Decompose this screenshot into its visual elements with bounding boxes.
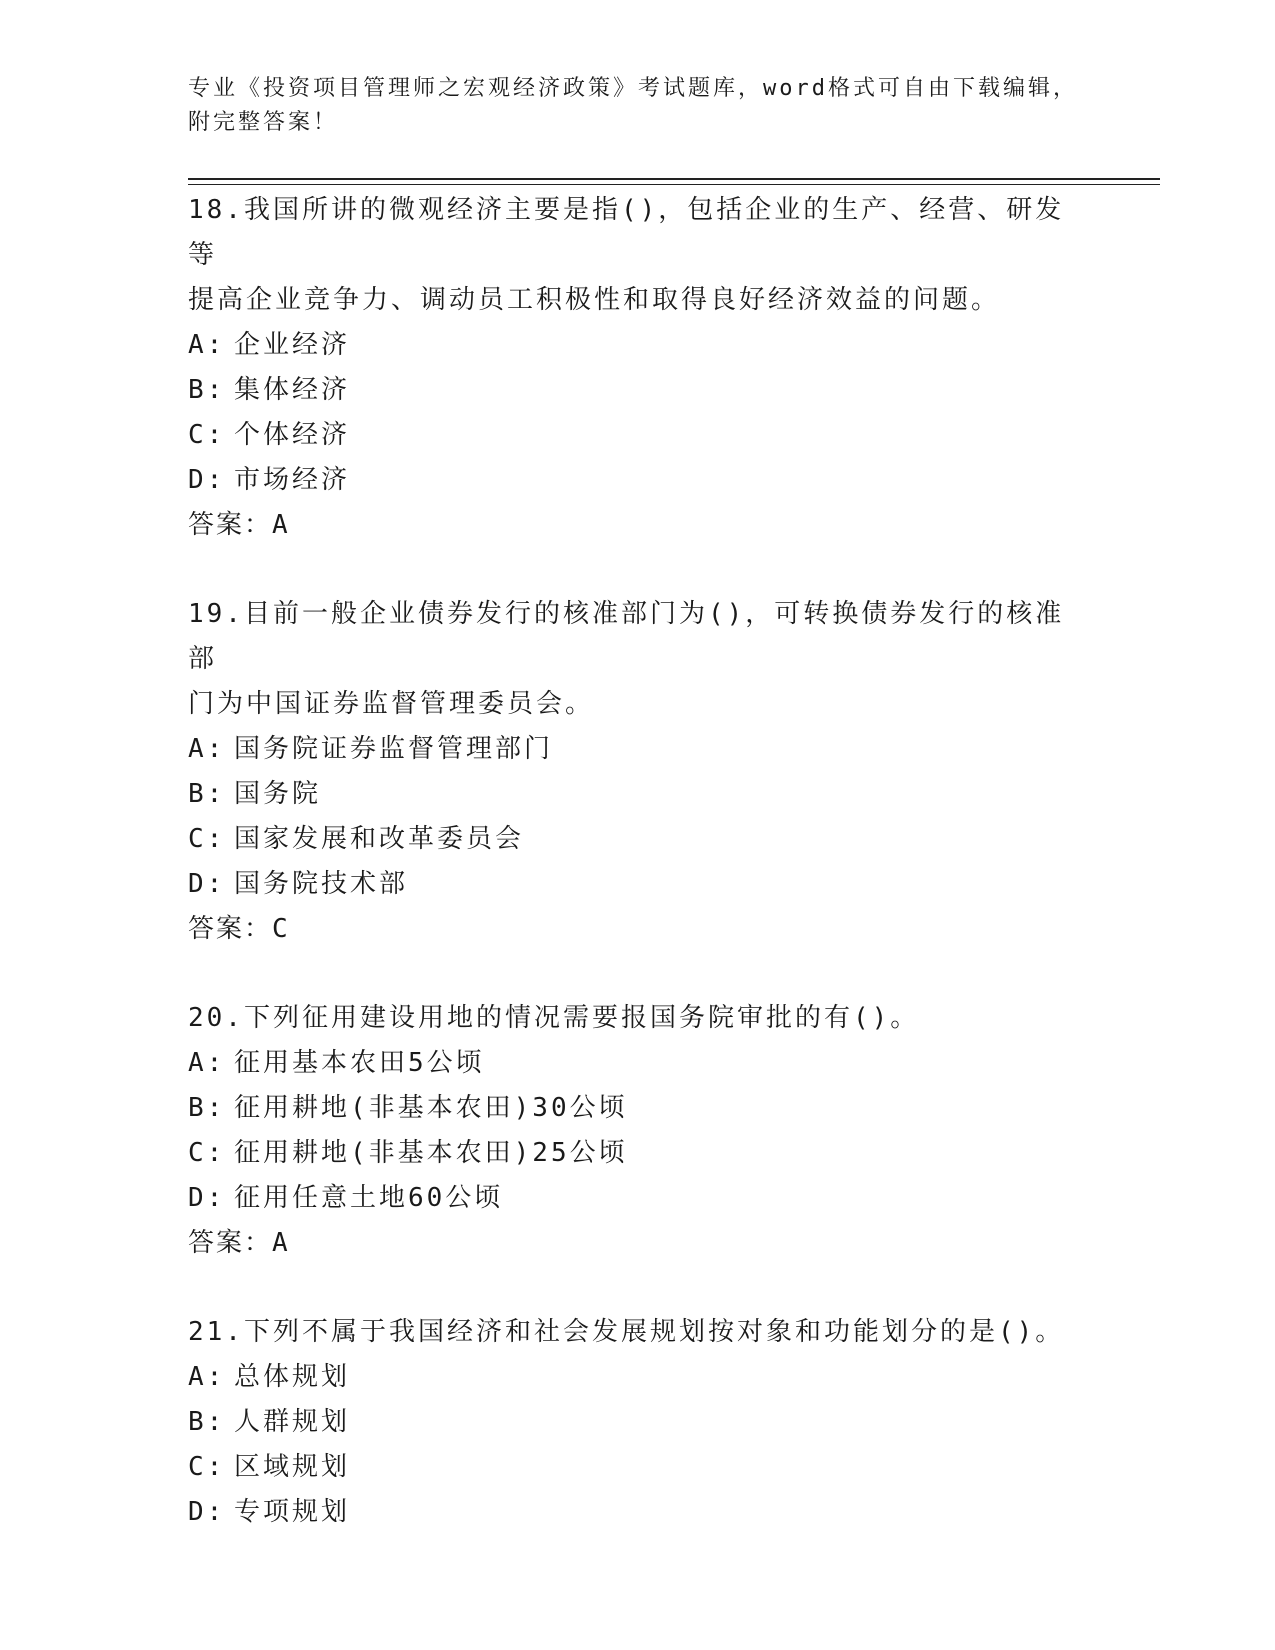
option-key: C: [188,1452,226,1482]
answer-line [188,503,1088,548]
answer-value: A [272,1228,288,1258]
option-c [188,1131,1088,1176]
option-c [188,817,1088,862]
option-key: C: [188,420,226,450]
option-key: B: [188,779,226,809]
answer-line [188,1221,1088,1266]
option-text: 个体经济 [234,420,351,450]
option-text: 征用任意土地60公顷 [234,1183,504,1213]
option-c [188,1445,1088,1490]
option-d [188,458,1088,503]
option-text: 征用耕地(非基本农田)25公顷 [234,1138,628,1168]
option-text: 征用耕地(非基本农田)30公顷 [234,1093,628,1123]
question-stem-line: 18.我国所讲的微观经济主要是指()，包括企业的生产、经营、研发等 [188,195,1065,270]
question-18 [188,188,1088,548]
option-text: 市场经济 [234,465,351,495]
option-a [188,727,1088,772]
option-key: D: [188,465,226,495]
question-19 [188,592,1088,952]
answer-label: 答案： [188,510,273,540]
option-text: 征用基本农田5公顷 [234,1048,485,1078]
option-b [188,772,1088,817]
option-b [188,1086,1088,1131]
option-text: 国务院证券监督管理部门 [234,734,554,764]
question-stem-line: 19.目前一般企业债券发行的核准部门为()，可转换债券发行的核准部 [188,599,1065,674]
answer-line [188,907,1088,952]
document-header [188,72,1088,140]
option-key: A: [188,1362,226,1392]
option-key: B: [188,1093,226,1123]
option-text: 国家发展和改革委员会 [234,824,525,854]
option-a [188,1355,1088,1400]
option-key: A: [188,330,226,360]
answer-value: A [272,510,288,540]
option-c [188,413,1088,458]
answer-label: 答案： [188,1228,273,1258]
answer-label: 答案： [188,914,273,944]
option-b [188,368,1088,413]
question-list [188,188,1088,1579]
option-a [188,1041,1088,1086]
question-20 [188,996,1088,1266]
option-a [188,323,1088,368]
option-d [188,1176,1088,1221]
header-divider-thick [188,178,1160,180]
option-key: B: [188,1407,226,1437]
option-key: D: [188,869,226,899]
header-divider-thin [188,184,1160,185]
option-text: 企业经济 [234,330,351,360]
option-text: 区域规划 [234,1452,351,1482]
option-key: D: [188,1183,226,1213]
option-b [188,1400,1088,1445]
header-line-1: 专业《投资项目管理师之宏观经济政策》考试题库，word格式可自由下载编辑， [188,76,1078,101]
option-key: A: [188,734,226,764]
option-text: 总体规划 [234,1362,351,1392]
option-key: C: [188,824,226,854]
option-key: A: [188,1048,226,1078]
question-stem-line: 21.下列不属于我国经济和社会发展规划按对象和功能划分的是()。 [188,1317,1065,1347]
question-stem-line: 门为中国证券监督管理委员会。 [188,689,595,719]
question-stem-line: 20.下列征用建设用地的情况需要报国务院审批的有()。 [188,1003,920,1033]
option-text: 国务院技术部 [234,869,409,899]
option-key: C: [188,1138,226,1168]
question-21 [188,1310,1088,1535]
option-text: 国务院 [234,779,322,809]
option-d [188,862,1088,907]
option-key: B: [188,375,226,405]
option-text: 集体经济 [234,375,351,405]
answer-value: C [272,914,288,944]
option-d [188,1490,1088,1535]
option-key: D: [188,1497,226,1527]
option-text: 专项规划 [234,1497,351,1527]
header-line-2: 附完整答案！ [188,110,339,135]
question-stem-line: 提高企业竞争力、调动员工积极性和取得良好经济效益的问题。 [188,285,1001,315]
option-text: 人群规划 [234,1407,351,1437]
